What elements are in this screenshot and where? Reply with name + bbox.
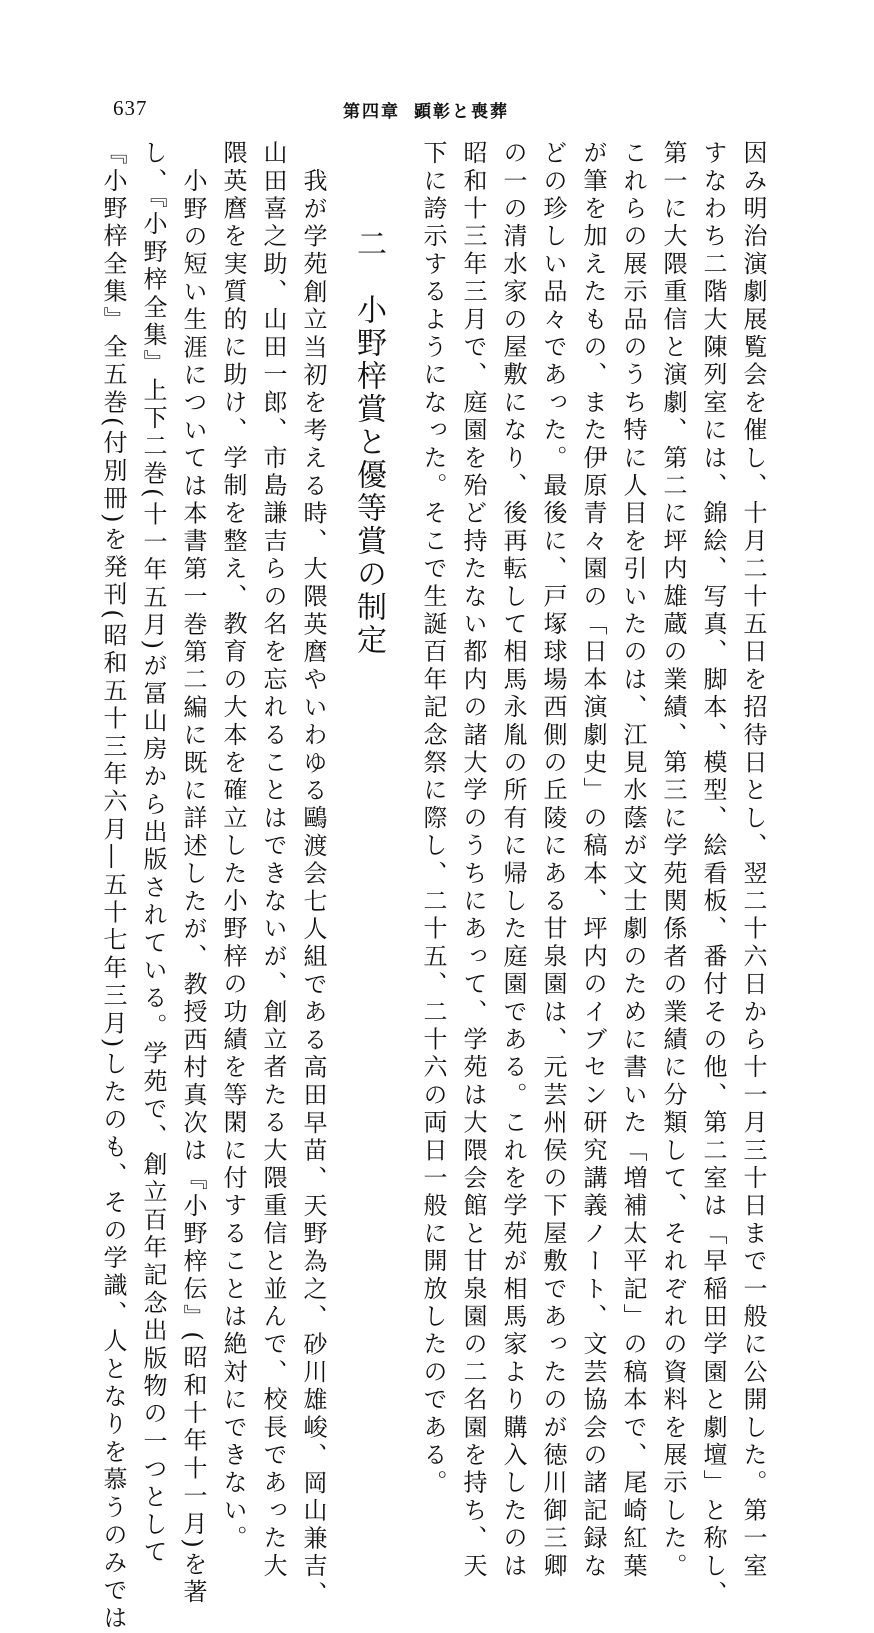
- text-line: し、『小野梓全集』上下二巻(十一年五月)が冨山房から出版されている。学苑で、創立百年記念出版物の一つとして: [139, 140, 167, 1567]
- running-header: [343, 97, 523, 122]
- page-number: 637: [113, 96, 148, 120]
- text-line: 山田喜之助、山田一郎、市島謙吉らの名を忘れることはできないが、創立者たる大隈重信と並んで、校長であった大: [259, 140, 287, 1581]
- text-line: が筆を加えたもの、また伊原青々園の「日本演劇史」の稿本、坪内のイブセン研究講義ノート、文芸協会の諸記録な: [579, 140, 607, 1581]
- chapter-label: 第四章: [343, 102, 400, 122]
- chapter-title: 顕彰と喪葬: [414, 102, 509, 122]
- text-line: 第一に大隈重信と演劇、第二に坪内雄蔵の業績、第三に学苑関係者の業績に分類して、それぞれの資料を展示した。: [659, 140, 687, 1581]
- text-line: 下に誇示するようになった。そこで生誕百年記念祭に際し、二十五、二十六の両日一般に開放したのである。: [419, 140, 447, 1498]
- text-line: 小野の短い生涯については本書第一巻第二編に既に詳述したが、教授西村真次は『小野梓伝』(昭和十年十一月)を著: [179, 168, 207, 1607]
- text-line: 昭和十三年三月で、庭園を殆ど持たない都内の諸大学のうちにあって、学苑は大隈会館と甘泉園の二名園を持ち、天: [459, 140, 487, 1581]
- text-line: 隈英麿を実質的に助け、学制を整え、教育の大本を確立した小野梓の功績を等閑に付することは絶対にできない。: [219, 140, 247, 1553]
- text-line: すなわち二階大陳列室には、錦絵、写真、脚本、模型、絵看板、番付その他、第二室は「早稲田学園と劇壇」と称し、: [699, 140, 727, 1609]
- text-line: 我が学苑創立当初を考える時、大隈英麿やいわゆる鷗渡会七人組である高田早苗、天野為之、砂川雄峻、岡山兼吉、: [299, 168, 327, 1609]
- text-line: 因み明治演劇展覧会を催し、十月二十五日を招待日とし、翌二十六日から十一月三十日まで一般に公開した。第一室: [739, 140, 767, 1581]
- text-line: の一の清水家の屋敷になり、後再転して相馬永胤の所有に帰した庭園である。これを学苑が相馬家より購入したのは: [499, 140, 527, 1581]
- section-heading: 二 小野梓賞と優等賞の制定: [351, 228, 386, 657]
- text-line: これらの展示品のうち特に人目を引いたのは、江見水蔭が文士劇のために書いた「増補太平記」の稿本で、尾崎紅葉: [619, 140, 647, 1581]
- text-line: どの珍しい品々であった。最後に、戸塚球場西側の丘陵にある甘泉園は、元芸州侯の下屋敷であったのが徳川御三卿: [539, 140, 567, 1581]
- text-line: 『小野梓全集』全五巻(付別冊)を発刊(昭和五十三年六月―五十七年三月)したのも、その学識、人となりを慕うのみでは: [99, 140, 127, 1633]
